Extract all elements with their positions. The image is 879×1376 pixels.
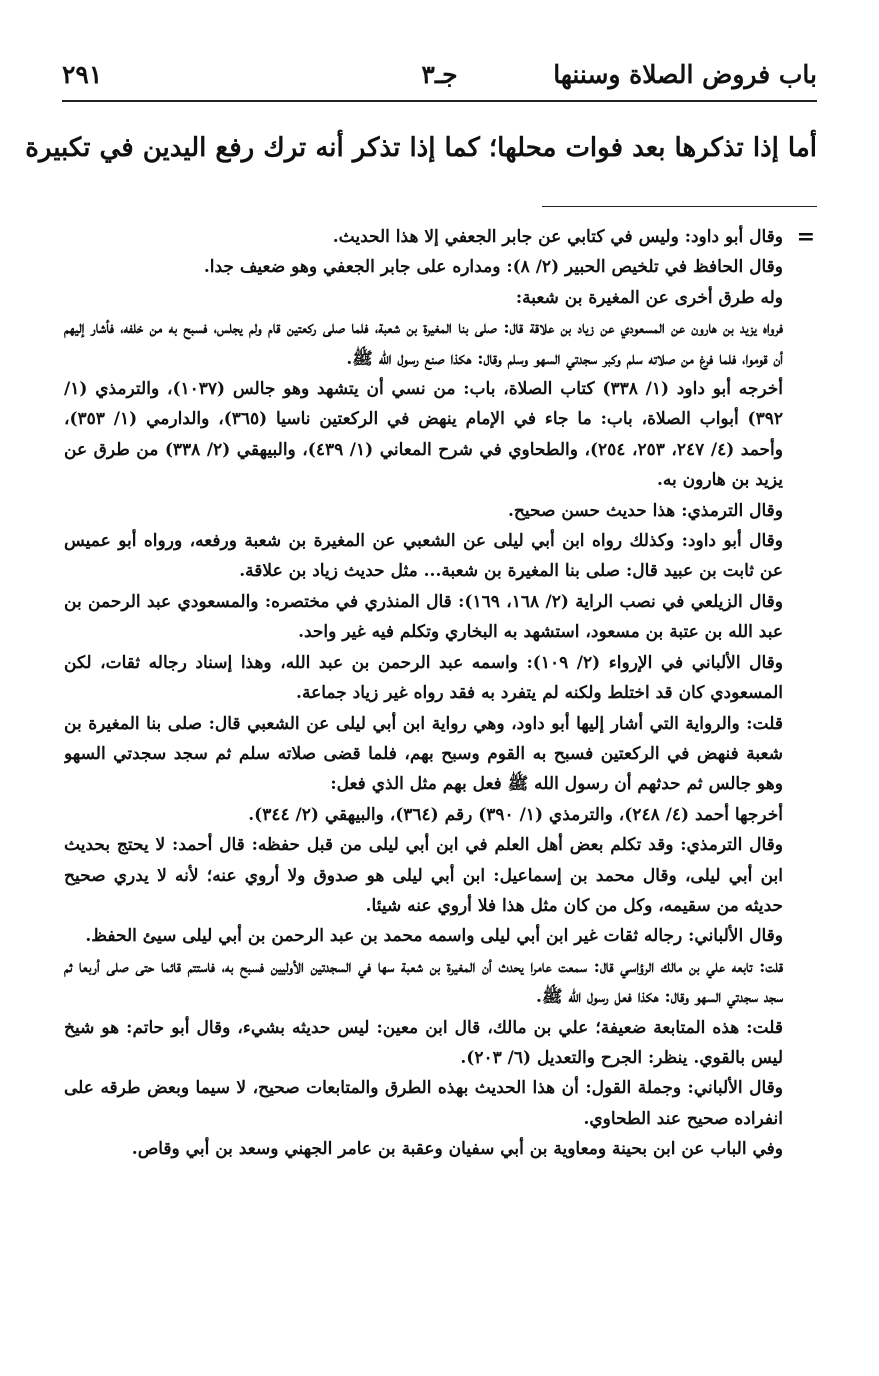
footnote-paragraph: وقال الألباني: رجاله ثقات غير ابن أبي ليلى واسمه محمد بن عبد الرحمن بن أبي ليلى سيئ الحفظ.: [85, 926, 783, 947]
footnotes: [64, 222, 783, 1302]
chapter-title: باب فروض الصلاة وسننها: [553, 60, 817, 89]
footnote-paragraph: وقال أبو داود: وكذلك رواه ابن أبي ليلى عن الشعبي عن المغيرة بن شعبة ورفعه، ورواه أبو عميس عن ثابت بن عبيد قال: صلى بنا المغيرة بن شعبة... مثل حديث زياد بن علاقة.: [64, 531, 783, 582]
footnote-paragraph: وفي الباب عن ابن بحينة ومعاوية بن أبي سفيان وعقبة بن عامر الجهني وسعد بن أبي وقاص.: [131, 1139, 783, 1160]
page-number: ٢٩١: [62, 60, 103, 89]
footnote-paragraph: أخرجه أبو داود (١/ ٣٣٨) كتاب الصلاة، باب: من نسي أن يتشهد وهو جالس (١٠٣٧)، والترمذي (١/ ٣٩٢) أبواب الصلاة، باب: ما جاء في الإمام ينهض في الركعتين ناسيا (٣٦٥)، والدارمي (١/ ٣٥٣)، وأحمد (٤/ ٢٤٧، ٢٥٣، ٢٥٤)، والطحاوي في شرح المعاني (١/ ٤٣٩)، والبيهقي (٢/ ٣٣٨) من طرق عن يزيد بن هارون به.: [64, 379, 783, 491]
footnote-paragraph: أخرجها أحمد (٤/ ٢٤٨)، والترمذي (١/ ٣٩٠) رقم (٣٦٤)، والبيهقي (٢/ ٣٤٤).: [248, 804, 783, 825]
main-text: أما إذا تذكرها بعد فوات محلها؛ كما إذا تذكر أنه ترك رفع اليدين في تكبيرة: [25, 133, 817, 163]
footnote-paragraph: وقال الترمذي: هذا حديث حسن صحيح.: [508, 500, 783, 521]
footnote-paragraph: وقال الزيلعي في نصب الراية (٢/ ١٦٨، ١٦٩): قال المنذري في مختصره: والمسعودي عبد الرحمن بن عبد الله بن عتبة بن مسعود، استشهد به البخاري وتكلم فيه غير واحد.: [64, 591, 783, 643]
footnote-paragraph: وقال الحافظ في تلخيص الحبير (٢/ ٨): ومداره على جابر الجعفي وهو ضعيف جدا.: [203, 257, 783, 278]
volume-label: جـ٣: [421, 60, 458, 89]
footnote-paragraph: وقال الألباني: وجملة القول: أن هذا الحديث بهذه الطرق والمتابعات صحيح، لا سيما وبعض طرقه على انفراده صحيح عند الطحاوي.: [64, 1078, 783, 1129]
continuation-mark: =: [796, 224, 815, 250]
footnote-paragraph: وقال الألباني في الإرواء (٢/ ١٠٩): واسمه عبد الرحمن بن عبد الله، وهذا إسناد رجاله ثقات، لكن المسعودي كان قد اختلط ولكنه لم يتفرد به فقد رواه غير زياد جماعة.: [64, 652, 783, 704]
running-header: [62, 60, 817, 102]
footnote-divider: [542, 206, 817, 207]
footnote-paragraph: وله طرق أخرى عن المغيرة بن شعبة:: [515, 287, 783, 308]
footnote-paragraph: وقال أبو داود: وليس في كتابي عن جابر الجعفي إلا هذا الحديث.: [332, 227, 783, 247]
footnote-paragraph: قلت: هذه المتابعة ضعيفة؛ علي بن مالك، قال ابن معين: ليس حديثه بشيء، وقال أبو حاتم: هو شيخ ليس بالقوي. ينظر: الجرح والتعديل (٦/ ٢٠٣).: [64, 1017, 783, 1068]
footnote-paragraph: وقال الترمذي: وقد تكلم بعض أهل العلم في ابن أبي ليلى من قبل حفظه: قال أحمد: لا يحتج بحديث ابن أبي ليلى، وقال محمد بن إسماعيل: ابن أبي ليلى هو صدوق ولا أروي عنه؛ لأنه لا يدري صحيح حديثه من سقيمه، وكل من كان مثل هذا فلا أروي عنه شيئا.: [64, 835, 783, 916]
footnote-paragraph: قلت: والرواية التي أشار إليها أبو داود، وهي رواية ابن أبي ليلى عن الشعبي قال: صلى بنا المغيرة بن شعبة فنهض في الركعتين فسبح به القوم وسبح بهم، فلما قضى صلاته سلم ثم سجد سجدتي السهو وهو جالس ثم حدثهم أن رسول الله ﷺ فعل بهم مثل الذي فعل:: [64, 713, 783, 795]
footnote-paragraph: قلت: تابعه علي بن مالك الرؤاسي قال: سمعت عامرا يحدث أن المغيرة بن شعبة سها في السجدتين الأوليين فسبح به، فاستتم قائما حتى صلى أربعا ثم سجد سجدتي السهو وقال: هكذا فعل رسول الله ﷺ.: [64, 956, 783, 1008]
footnote-paragraph: فرواه يزيد بن هارون عن المسعودي عن زياد بن علاقة قال: صلى بنا المغيرة بن شعبة، فلما صلى ركعتين قام ولم يجلس، فسبح به من خلفه، فأشار إليهم أن قوموا، فلما فرغ من صلاته سلم وكبر سجدتي السهو وسلم وقال: هكذا صنع رسول الله ﷺ.: [64, 318, 783, 369]
